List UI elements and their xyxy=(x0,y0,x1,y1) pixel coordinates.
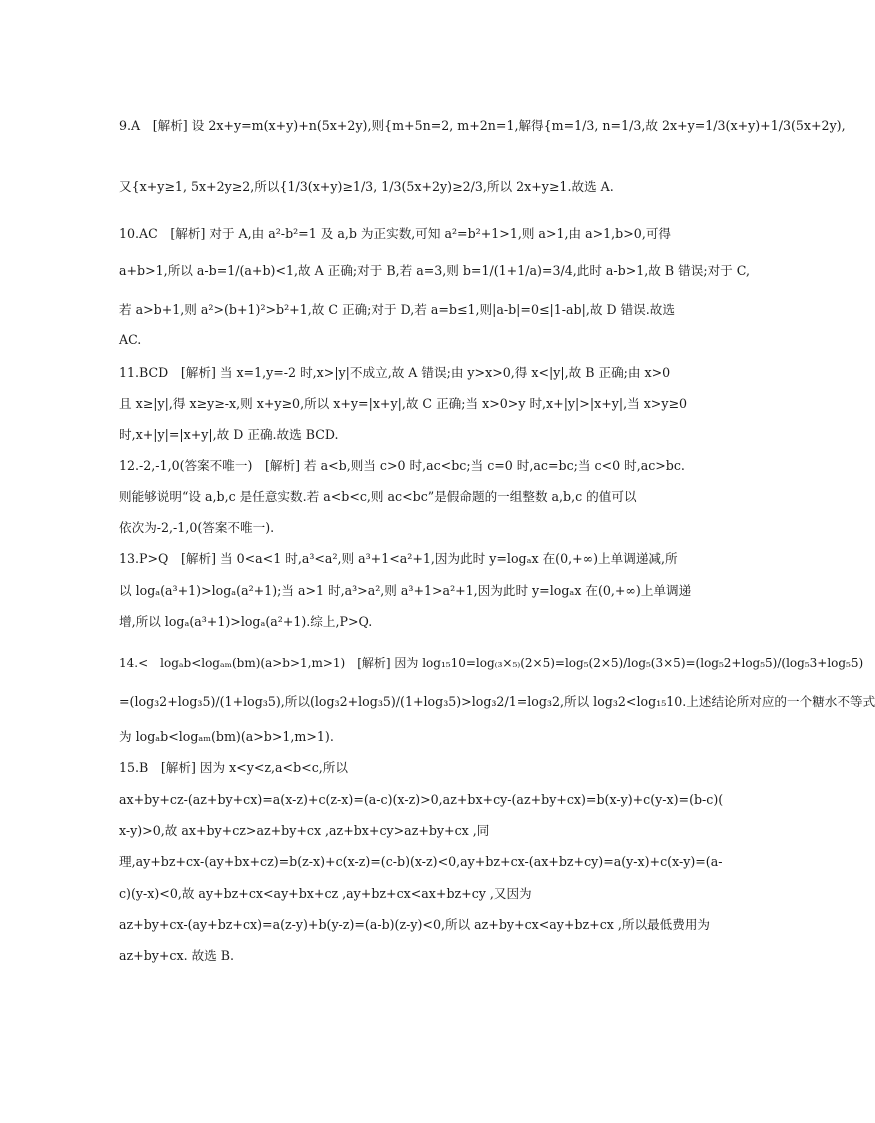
text-line: 9.A [解析] 设 2x+y=m(x+y)+n(5x+2y),则{m+5n=2, m+2n=1,解得{m=1/3, n=1/3,故 2x+y=1/3(x+y)+1/3(5x+2y), xyxy=(119,118,846,133)
text-line: a+b>1,所以 a-b=1/(a+b)<1,故 A 正确;对于 B,若 a=3,则 b=1/(1+1/a)=3/4,此时 a-b>1,故 B 错误;对于 C, xyxy=(119,263,750,278)
text-line: az+by+cx-(ay+bz+cx)=a(z-y)+b(y-z)=(a-b)(z-y)<0,所以 az+by+cx<ay+bz+cx ,所以最低费用为 xyxy=(119,917,711,932)
text-line: 10.AC [解析] 对于 A,由 a²-b²=1 及 a,b 为正实数,可知 a²=b²+1>1,则 a>1,由 a>1,b>0,可得 xyxy=(119,226,672,241)
text-line: 若 a>b+1,则 a²>(b+1)²>b²+1,故 C 正确;对于 D,若 a=b≤1,则|a-b|=0≤|1-ab|,故 D 错误.故选 xyxy=(119,302,675,317)
text-line: 且 x≥|y|,得 x≥y≥-x,则 x+y≥0,所以 x+y=|x+y|,故 C 正确;当 x>0>y 时,x+|y|>|x+y|,当 x>y≥0 xyxy=(119,396,688,411)
text-line: 则能够说明“设 a,b,c 是任意实数.若 a<b<c,则 ac<bc”是假命题的一组整数 a,b,c 的值可以 xyxy=(119,489,637,504)
text-line: 14.< logₐb<logₐₘ(bm)(a>b>1,m>1) [解析] 因为 log₁₅10=log₍₃×₅₎(2×5)=log₅(2×5)/log₅(3×5)=(log₅2+log₅5)/(log₅3+log₅5) xyxy=(119,656,864,670)
text-line: 13.P>Q [解析] 当 0<a<1 时,a³<a²,则 a³+1<a²+1,因为此时 y=logₐx 在(0,+∞)上单调递减,所 xyxy=(119,551,678,566)
text-line: 依次为-2,-1,0(答案不唯一). xyxy=(119,520,275,535)
text-line: ax+by+cz-(az+by+cx)=a(x-z)+c(z-x)=(a-c)(x-z)>0,az+bx+cy-(az+by+cx)=b(x-y)+c(y-x)=(b-c)( xyxy=(119,792,724,807)
text-line: 11.BCD [解析] 当 x=1,y=-2 时,x>|y|不成立,故 A 错误;由 y>x>0,得 x<|y|,故 B 正确;由 x>0 xyxy=(119,365,671,380)
text-line: 以 logₐ(a³+1)>logₐ(a²+1);当 a>1 时,a³>a²,则 a³+1>a²+1,因为此时 y=logₐx 在(0,+∞)上单调递 xyxy=(119,583,692,598)
text-line: 15.B [解析] 因为 x<y<z,a<b<c,所以 xyxy=(119,760,348,775)
text-line: 为 logₐb<logₐₘ(bm)(a>b>1,m>1). xyxy=(119,729,334,744)
text-line: 时,x+|y|=|x+y|,故 D 正确.故选 BCD. xyxy=(119,427,339,442)
text-line: AC. xyxy=(119,332,142,347)
text-line: 理,ay+bz+cx-(ay+bx+cz)=b(z-x)+c(x-z)=(c-b)(x-z)<0,ay+bz+cx-(ax+bz+cy)=a(y-x)+c(x-y)=(a- xyxy=(119,854,723,869)
text-line: az+by+cx. 故选 B. xyxy=(119,948,235,963)
text-line: 又{x+y≥1, 5x+2y≥2,所以{1/3(x+y)≥1/3, 1/3(5x+2y)≥2/3,所以 2x+y≥1.故选 A. xyxy=(119,179,614,194)
text-line: c)(y-x)<0,故 ay+bz+cx<ay+bx+cz ,ay+bz+cx<ax+bz+cy ,又因为 xyxy=(119,886,532,901)
text-line: 12.-2,-1,0(答案不唯一) [解析] 若 a<b,则当 c>0 时,ac<bc;当 c=0 时,ac=bc;当 c<0 时,ac>bc. xyxy=(119,458,685,473)
text-line: 增,所以 logₐ(a³+1)>logₐ(a²+1).综上,P>Q. xyxy=(119,614,373,629)
text-line: x-y)>0,故 ax+by+cz>az+by+cx ,az+bx+cy>az+by+cx ,同 xyxy=(119,823,490,838)
text-line: =(log₃2+log₃5)/(1+log₃5),所以(log₃2+log₃5)/(1+log₃5)>log₃2/1=log₃2,所以 log₃2<log₁₅10.上述结论所对应的一个糖水不等式 xyxy=(119,694,875,709)
